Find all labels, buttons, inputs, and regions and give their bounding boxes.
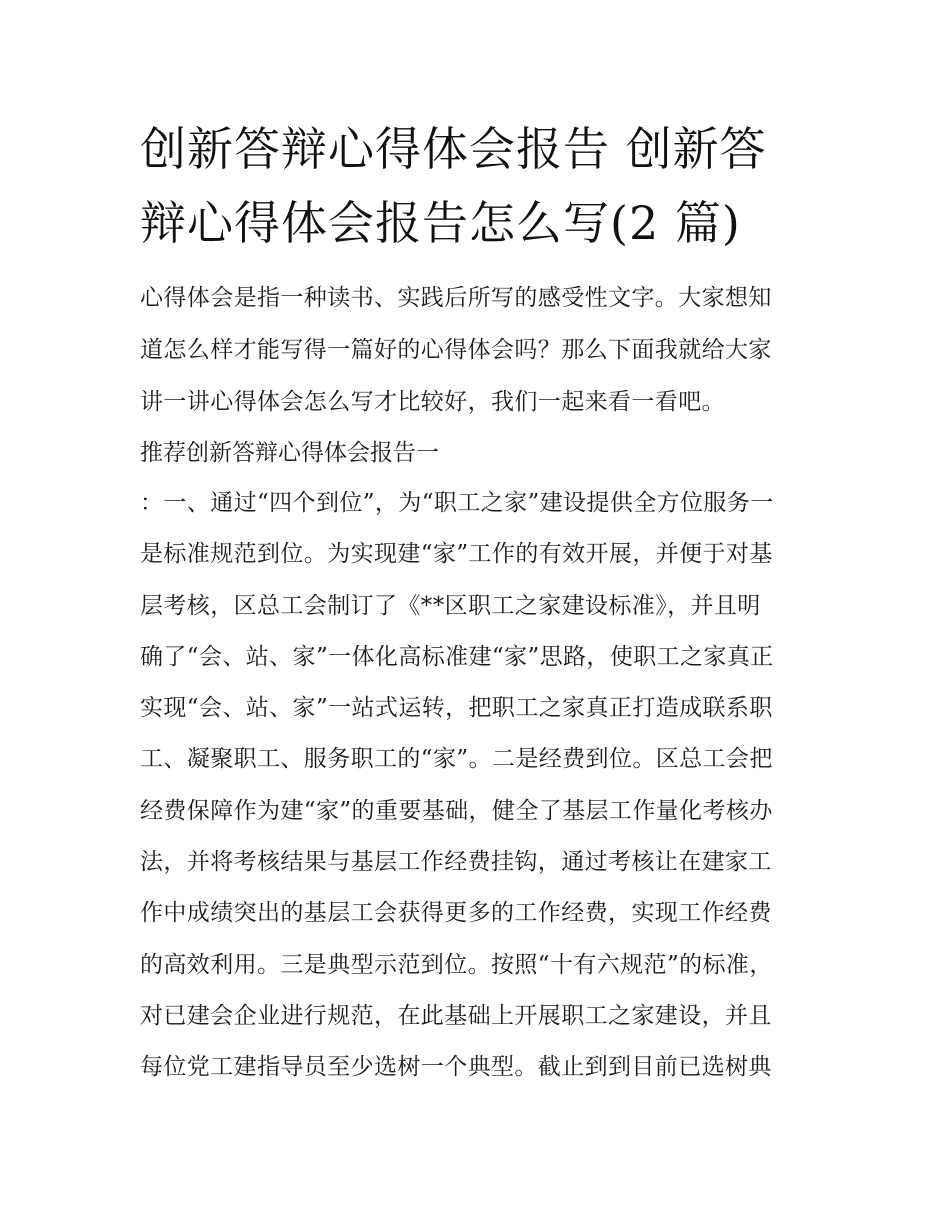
intro-paragraph bbox=[140, 272, 812, 428]
section-line: 对已建会企业进行规范，在此基础上开展职工之家建设，并且 bbox=[140, 1002, 772, 1029]
document-title bbox=[140, 112, 812, 260]
section-line: 确了“会、站、家”一体化高标准建“家”思路，使职工之家真正 bbox=[140, 643, 774, 670]
document-body bbox=[140, 272, 812, 1094]
title-line-1: 创新答辩心得体会报告 创新答 bbox=[140, 122, 767, 176]
section-line: ：一、通过“四个到位”，为“职工之家”建设提供全方位服务一 bbox=[140, 490, 774, 516]
document-page bbox=[140, 112, 812, 1094]
section-line: 经费保障作为建“家”的重要基础，健全了基层工作量化考核办 bbox=[140, 797, 773, 824]
intro-line: 讲一讲心得体会怎么写才比较好，我们一起来看一看吧。 bbox=[140, 389, 725, 415]
section-line: 是标准规范到位。为实现建“家”工作的有效开展，并便于对基 bbox=[140, 541, 773, 568]
section-line: 每位党工建指导员至少选树一个典型。截止到到目前已选树典 bbox=[140, 1054, 772, 1081]
section-line: 法，并将考核结果与基层工作经费挂钩，通过考核让在建家工 bbox=[140, 849, 772, 876]
section-line: 的高效利用。三是典型示范到位。按照“十有六规范”的标准， bbox=[140, 951, 773, 978]
intro-line: 心得体会是指一种读书、实践后所写的感受性文字。大家想知 bbox=[140, 285, 772, 311]
intro-line: 道怎么样才能写得一篇好的心得体会吗？那么下面我就给大家 bbox=[140, 337, 772, 363]
section-line: 作中成绩突出的基层工会获得更多的工作经费，实现工作经费 bbox=[140, 900, 772, 927]
section-line: 工、凝聚职工、服务职工的“家”。二是经费到位。区总工会把 bbox=[140, 746, 773, 773]
section-line: 层考核，区总工会制订了《**区职工之家建设标准》，并且明 bbox=[140, 592, 761, 619]
section-paragraph bbox=[140, 478, 812, 1094]
section-heading: 推荐创新答辩心得体会报告一 bbox=[140, 440, 439, 466]
section-line: 实现“会、站、家”一站式运转，把职工之家真正打造成联系职 bbox=[140, 695, 773, 722]
title-line-2: 辩心得体会报告怎么写(2 篇) bbox=[140, 196, 741, 250]
